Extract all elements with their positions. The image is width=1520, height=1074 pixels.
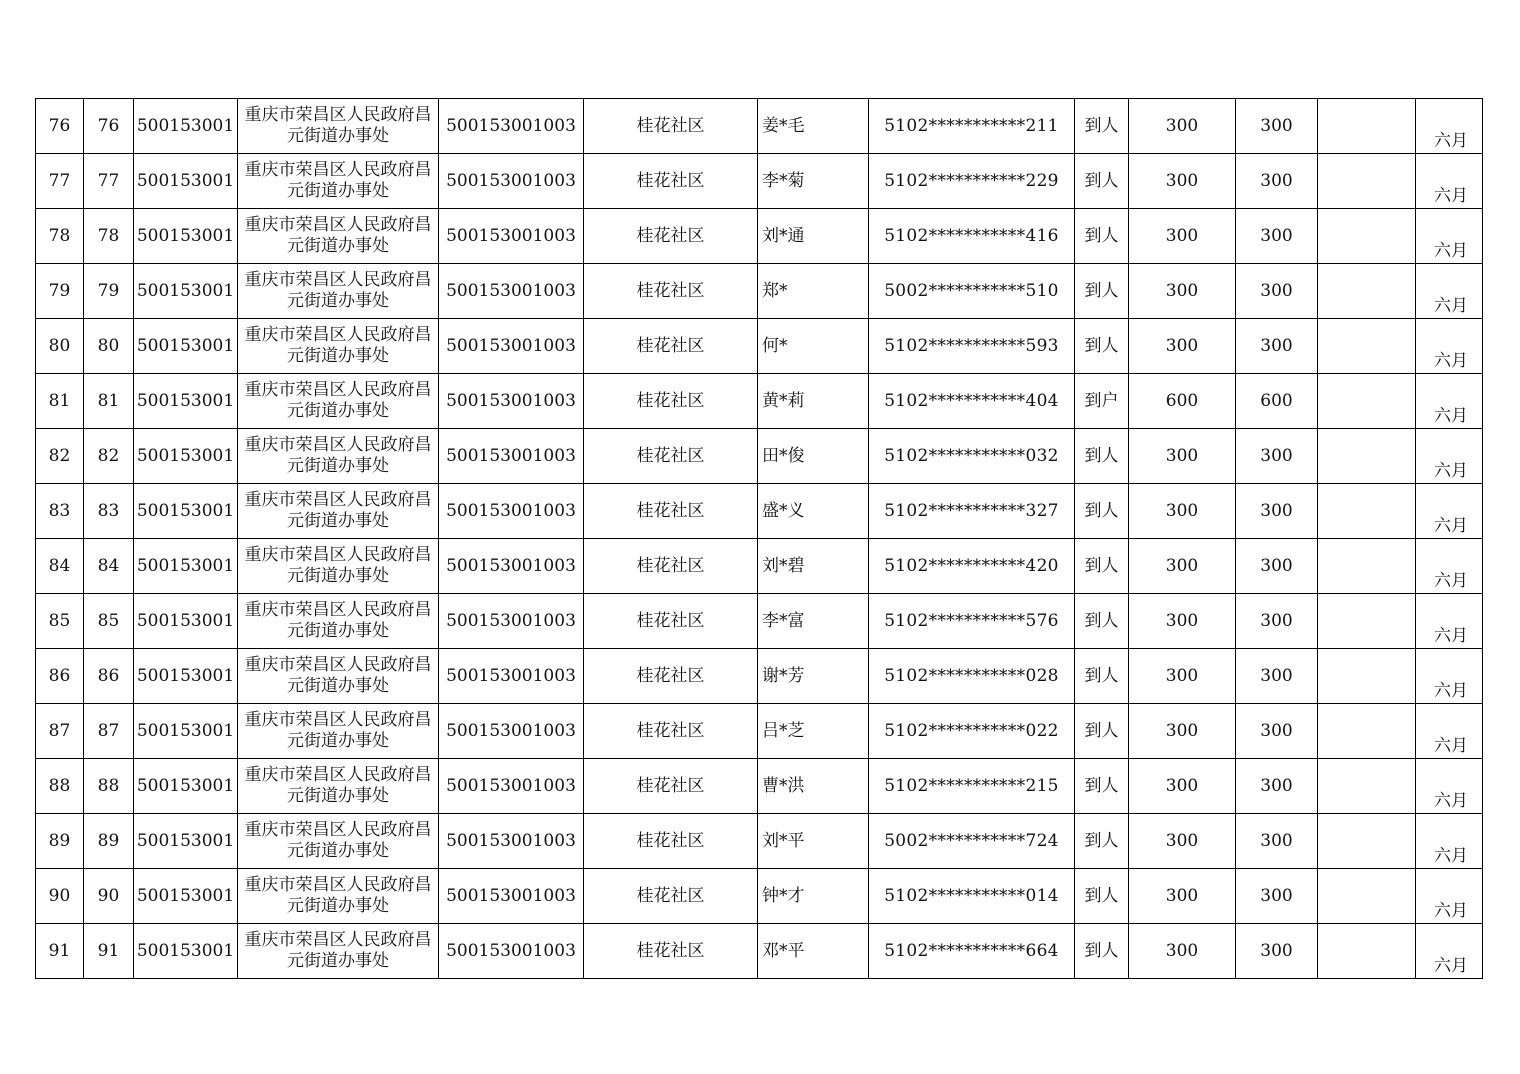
amount-cell: 300 bbox=[1129, 649, 1236, 704]
street-code-cell: 500153001 bbox=[134, 869, 238, 924]
number-cell: 82 bbox=[84, 429, 134, 484]
type-cell: 到人 bbox=[1075, 99, 1129, 154]
community-cell: 桂花社区 bbox=[584, 704, 758, 759]
month-cell: 六月 bbox=[1416, 264, 1483, 319]
community-code-cell: 500153001003 bbox=[439, 539, 584, 594]
community-cell: 桂花社区 bbox=[584, 484, 758, 539]
community-cell: 桂花社区 bbox=[584, 539, 758, 594]
community-code-cell: 500153001003 bbox=[439, 924, 584, 979]
table-row bbox=[36, 704, 1483, 759]
id-number-cell: 5002***********724 bbox=[869, 814, 1075, 869]
id-number-cell: 5102***********215 bbox=[869, 759, 1075, 814]
remark-cell bbox=[1318, 374, 1416, 429]
type-cell: 到人 bbox=[1075, 649, 1129, 704]
seq-cell: 82 bbox=[36, 429, 84, 484]
amount-cell: 300 bbox=[1129, 484, 1236, 539]
street-code-cell: 500153001 bbox=[134, 319, 238, 374]
street-code-cell: 500153001 bbox=[134, 484, 238, 539]
month-cell: 六月 bbox=[1416, 209, 1483, 264]
community-cell: 桂花社区 bbox=[584, 594, 758, 649]
remark-cell bbox=[1318, 154, 1416, 209]
name-cell: 姜*毛 bbox=[758, 99, 869, 154]
month-cell: 六月 bbox=[1416, 484, 1483, 539]
street-code-cell: 500153001 bbox=[134, 649, 238, 704]
table-row bbox=[36, 539, 1483, 594]
id-number-cell: 5102***********420 bbox=[869, 539, 1075, 594]
type-cell: 到人 bbox=[1075, 924, 1129, 979]
table-row bbox=[36, 429, 1483, 484]
street-name-cell: 重庆市荣昌区人民政府昌元街道办事处 bbox=[238, 429, 439, 484]
remark-cell bbox=[1318, 594, 1416, 649]
remark-cell bbox=[1318, 759, 1416, 814]
id-number-cell: 5102***********032 bbox=[869, 429, 1075, 484]
street-name-cell: 重庆市荣昌区人民政府昌元街道办事处 bbox=[238, 759, 439, 814]
community-cell: 桂花社区 bbox=[584, 649, 758, 704]
name-cell: 刘*平 bbox=[758, 814, 869, 869]
table-row bbox=[36, 374, 1483, 429]
street-name-cell: 重庆市荣昌区人民政府昌元街道办事处 bbox=[238, 374, 439, 429]
month-cell: 六月 bbox=[1416, 594, 1483, 649]
community-cell: 桂花社区 bbox=[584, 759, 758, 814]
table-body bbox=[36, 99, 1483, 979]
name-cell: 吕*芝 bbox=[758, 704, 869, 759]
subsidy-table bbox=[35, 98, 1483, 979]
number-cell: 83 bbox=[84, 484, 134, 539]
street-code-cell: 500153001 bbox=[134, 594, 238, 649]
month-cell: 六月 bbox=[1416, 869, 1483, 924]
remark-cell bbox=[1318, 484, 1416, 539]
month-cell: 六月 bbox=[1416, 814, 1483, 869]
remark-cell bbox=[1318, 924, 1416, 979]
street-code-cell: 500153001 bbox=[134, 924, 238, 979]
month-cell: 六月 bbox=[1416, 539, 1483, 594]
name-cell: 李*富 bbox=[758, 594, 869, 649]
amount-paid-cell: 300 bbox=[1236, 814, 1318, 869]
remark-cell bbox=[1318, 869, 1416, 924]
number-cell: 84 bbox=[84, 539, 134, 594]
number-cell: 85 bbox=[84, 594, 134, 649]
name-cell: 田*俊 bbox=[758, 429, 869, 484]
month-cell: 六月 bbox=[1416, 154, 1483, 209]
amount-paid-cell: 300 bbox=[1236, 209, 1318, 264]
table-row bbox=[36, 264, 1483, 319]
number-cell: 80 bbox=[84, 319, 134, 374]
community-code-cell: 500153001003 bbox=[439, 869, 584, 924]
number-cell: 88 bbox=[84, 759, 134, 814]
table-row bbox=[36, 649, 1483, 704]
amount-cell: 300 bbox=[1129, 99, 1236, 154]
remark-cell bbox=[1318, 704, 1416, 759]
number-cell: 87 bbox=[84, 704, 134, 759]
street-name-cell: 重庆市荣昌区人民政府昌元街道办事处 bbox=[238, 484, 439, 539]
month-cell: 六月 bbox=[1416, 924, 1483, 979]
amount-cell: 300 bbox=[1129, 264, 1236, 319]
amount-paid-cell: 300 bbox=[1236, 704, 1318, 759]
name-cell: 钟*才 bbox=[758, 869, 869, 924]
street-code-cell: 500153001 bbox=[134, 374, 238, 429]
seq-cell: 79 bbox=[36, 264, 84, 319]
type-cell: 到人 bbox=[1075, 264, 1129, 319]
id-number-cell: 5102***********664 bbox=[869, 924, 1075, 979]
street-name-cell: 重庆市荣昌区人民政府昌元街道办事处 bbox=[238, 594, 439, 649]
month-cell: 六月 bbox=[1416, 429, 1483, 484]
type-cell: 到人 bbox=[1075, 869, 1129, 924]
table-row bbox=[36, 869, 1483, 924]
seq-cell: 88 bbox=[36, 759, 84, 814]
street-name-cell: 重庆市荣昌区人民政府昌元街道办事处 bbox=[238, 319, 439, 374]
street-name-cell: 重庆市荣昌区人民政府昌元街道办事处 bbox=[238, 814, 439, 869]
month-cell: 六月 bbox=[1416, 319, 1483, 374]
id-number-cell: 5102***********211 bbox=[869, 99, 1075, 154]
table-row bbox=[36, 594, 1483, 649]
amount-cell: 300 bbox=[1129, 539, 1236, 594]
community-code-cell: 500153001003 bbox=[439, 99, 584, 154]
amount-cell: 300 bbox=[1129, 759, 1236, 814]
community-cell: 桂花社区 bbox=[584, 319, 758, 374]
name-cell: 刘*碧 bbox=[758, 539, 869, 594]
seq-cell: 77 bbox=[36, 154, 84, 209]
number-cell: 86 bbox=[84, 649, 134, 704]
id-number-cell: 5102***********022 bbox=[869, 704, 1075, 759]
seq-cell: 87 bbox=[36, 704, 84, 759]
community-cell: 桂花社区 bbox=[584, 154, 758, 209]
street-code-cell: 500153001 bbox=[134, 704, 238, 759]
street-name-cell: 重庆市荣昌区人民政府昌元街道办事处 bbox=[238, 154, 439, 209]
seq-cell: 76 bbox=[36, 99, 84, 154]
street-name-cell: 重庆市荣昌区人民政府昌元街道办事处 bbox=[238, 209, 439, 264]
amount-paid-cell: 300 bbox=[1236, 264, 1318, 319]
type-cell: 到人 bbox=[1075, 209, 1129, 264]
remark-cell bbox=[1318, 319, 1416, 374]
type-cell: 到人 bbox=[1075, 594, 1129, 649]
name-cell: 邓*平 bbox=[758, 924, 869, 979]
community-code-cell: 500153001003 bbox=[439, 429, 584, 484]
table-row bbox=[36, 759, 1483, 814]
amount-paid-cell: 300 bbox=[1236, 429, 1318, 484]
street-name-cell: 重庆市荣昌区人民政府昌元街道办事处 bbox=[238, 649, 439, 704]
community-cell: 桂花社区 bbox=[584, 814, 758, 869]
community-code-cell: 500153001003 bbox=[439, 484, 584, 539]
amount-paid-cell: 300 bbox=[1236, 759, 1318, 814]
seq-cell: 85 bbox=[36, 594, 84, 649]
seq-cell: 81 bbox=[36, 374, 84, 429]
seq-cell: 78 bbox=[36, 209, 84, 264]
month-cell: 六月 bbox=[1416, 704, 1483, 759]
table-row bbox=[36, 319, 1483, 374]
number-cell: 91 bbox=[84, 924, 134, 979]
amount-paid-cell: 300 bbox=[1236, 154, 1318, 209]
amount-paid-cell: 300 bbox=[1236, 539, 1318, 594]
amount-paid-cell: 300 bbox=[1236, 649, 1318, 704]
amount-paid-cell: 300 bbox=[1236, 319, 1318, 374]
community-cell: 桂花社区 bbox=[584, 209, 758, 264]
number-cell: 89 bbox=[84, 814, 134, 869]
name-cell: 李*菊 bbox=[758, 154, 869, 209]
seq-cell: 91 bbox=[36, 924, 84, 979]
month-cell: 六月 bbox=[1416, 374, 1483, 429]
remark-cell bbox=[1318, 99, 1416, 154]
seq-cell: 90 bbox=[36, 869, 84, 924]
community-code-cell: 500153001003 bbox=[439, 264, 584, 319]
seq-cell: 83 bbox=[36, 484, 84, 539]
street-code-cell: 500153001 bbox=[134, 209, 238, 264]
amount-cell: 300 bbox=[1129, 924, 1236, 979]
community-code-cell: 500153001003 bbox=[439, 594, 584, 649]
id-number-cell: 5102***********014 bbox=[869, 869, 1075, 924]
community-cell: 桂花社区 bbox=[584, 264, 758, 319]
street-code-cell: 500153001 bbox=[134, 814, 238, 869]
type-cell: 到人 bbox=[1075, 154, 1129, 209]
community-cell: 桂花社区 bbox=[584, 869, 758, 924]
street-code-cell: 500153001 bbox=[134, 759, 238, 814]
seq-cell: 84 bbox=[36, 539, 84, 594]
community-code-cell: 500153001003 bbox=[439, 319, 584, 374]
amount-cell: 300 bbox=[1129, 319, 1236, 374]
table-row bbox=[36, 484, 1483, 539]
type-cell: 到人 bbox=[1075, 319, 1129, 374]
name-cell: 刘*通 bbox=[758, 209, 869, 264]
number-cell: 81 bbox=[84, 374, 134, 429]
month-cell: 六月 bbox=[1416, 99, 1483, 154]
name-cell: 何* bbox=[758, 319, 869, 374]
street-code-cell: 500153001 bbox=[134, 154, 238, 209]
type-cell: 到人 bbox=[1075, 539, 1129, 594]
remark-cell bbox=[1318, 209, 1416, 264]
number-cell: 79 bbox=[84, 264, 134, 319]
street-code-cell: 500153001 bbox=[134, 264, 238, 319]
remark-cell bbox=[1318, 539, 1416, 594]
remark-cell bbox=[1318, 264, 1416, 319]
table-row bbox=[36, 924, 1483, 979]
amount-paid-cell: 300 bbox=[1236, 869, 1318, 924]
id-number-cell: 5102***********229 bbox=[869, 154, 1075, 209]
amount-paid-cell: 300 bbox=[1236, 484, 1318, 539]
number-cell: 78 bbox=[84, 209, 134, 264]
table-row bbox=[36, 154, 1483, 209]
amount-paid-cell: 300 bbox=[1236, 99, 1318, 154]
street-code-cell: 500153001 bbox=[134, 99, 238, 154]
community-code-cell: 500153001003 bbox=[439, 814, 584, 869]
community-code-cell: 500153001003 bbox=[439, 374, 584, 429]
remark-cell bbox=[1318, 649, 1416, 704]
community-code-cell: 500153001003 bbox=[439, 649, 584, 704]
amount-paid-cell: 600 bbox=[1236, 374, 1318, 429]
table-row bbox=[36, 814, 1483, 869]
name-cell: 黄*莉 bbox=[758, 374, 869, 429]
id-number-cell: 5102***********416 bbox=[869, 209, 1075, 264]
amount-cell: 300 bbox=[1129, 814, 1236, 869]
name-cell: 盛*义 bbox=[758, 484, 869, 539]
type-cell: 到人 bbox=[1075, 429, 1129, 484]
seq-cell: 89 bbox=[36, 814, 84, 869]
community-code-cell: 500153001003 bbox=[439, 704, 584, 759]
number-cell: 76 bbox=[84, 99, 134, 154]
street-name-cell: 重庆市荣昌区人民政府昌元街道办事处 bbox=[238, 924, 439, 979]
seq-cell: 86 bbox=[36, 649, 84, 704]
id-number-cell: 5102***********593 bbox=[869, 319, 1075, 374]
name-cell: 谢*芳 bbox=[758, 649, 869, 704]
remark-cell bbox=[1318, 814, 1416, 869]
type-cell: 到户 bbox=[1075, 374, 1129, 429]
id-number-cell: 5102***********327 bbox=[869, 484, 1075, 539]
amount-cell: 300 bbox=[1129, 429, 1236, 484]
street-name-cell: 重庆市荣昌区人民政府昌元街道办事处 bbox=[238, 704, 439, 759]
number-cell: 90 bbox=[84, 869, 134, 924]
type-cell: 到人 bbox=[1075, 759, 1129, 814]
id-number-cell: 5002***********510 bbox=[869, 264, 1075, 319]
amount-cell: 300 bbox=[1129, 594, 1236, 649]
type-cell: 到人 bbox=[1075, 704, 1129, 759]
id-number-cell: 5102***********028 bbox=[869, 649, 1075, 704]
amount-paid-cell: 300 bbox=[1236, 594, 1318, 649]
amount-cell: 600 bbox=[1129, 374, 1236, 429]
id-number-cell: 5102***********404 bbox=[869, 374, 1075, 429]
amount-cell: 300 bbox=[1129, 704, 1236, 759]
number-cell: 77 bbox=[84, 154, 134, 209]
name-cell: 郑* bbox=[758, 264, 869, 319]
street-name-cell: 重庆市荣昌区人民政府昌元街道办事处 bbox=[238, 264, 439, 319]
remark-cell bbox=[1318, 429, 1416, 484]
month-cell: 六月 bbox=[1416, 649, 1483, 704]
street-name-cell: 重庆市荣昌区人民政府昌元街道办事处 bbox=[238, 99, 439, 154]
community-code-cell: 500153001003 bbox=[439, 154, 584, 209]
name-cell: 曹*洪 bbox=[758, 759, 869, 814]
amount-paid-cell: 300 bbox=[1236, 924, 1318, 979]
street-code-cell: 500153001 bbox=[134, 539, 238, 594]
seq-cell: 80 bbox=[36, 319, 84, 374]
street-name-cell: 重庆市荣昌区人民政府昌元街道办事处 bbox=[238, 869, 439, 924]
street-code-cell: 500153001 bbox=[134, 429, 238, 484]
amount-cell: 300 bbox=[1129, 209, 1236, 264]
community-code-cell: 500153001003 bbox=[439, 759, 584, 814]
id-number-cell: 5102***********576 bbox=[869, 594, 1075, 649]
community-code-cell: 500153001003 bbox=[439, 209, 584, 264]
table-row bbox=[36, 209, 1483, 264]
community-cell: 桂花社区 bbox=[584, 429, 758, 484]
amount-cell: 300 bbox=[1129, 154, 1236, 209]
community-cell: 桂花社区 bbox=[584, 924, 758, 979]
month-cell: 六月 bbox=[1416, 759, 1483, 814]
amount-cell: 300 bbox=[1129, 869, 1236, 924]
street-name-cell: 重庆市荣昌区人民政府昌元街道办事处 bbox=[238, 539, 439, 594]
type-cell: 到人 bbox=[1075, 484, 1129, 539]
type-cell: 到人 bbox=[1075, 814, 1129, 869]
community-cell: 桂花社区 bbox=[584, 374, 758, 429]
community-cell: 桂花社区 bbox=[584, 99, 758, 154]
table-row bbox=[36, 99, 1483, 154]
